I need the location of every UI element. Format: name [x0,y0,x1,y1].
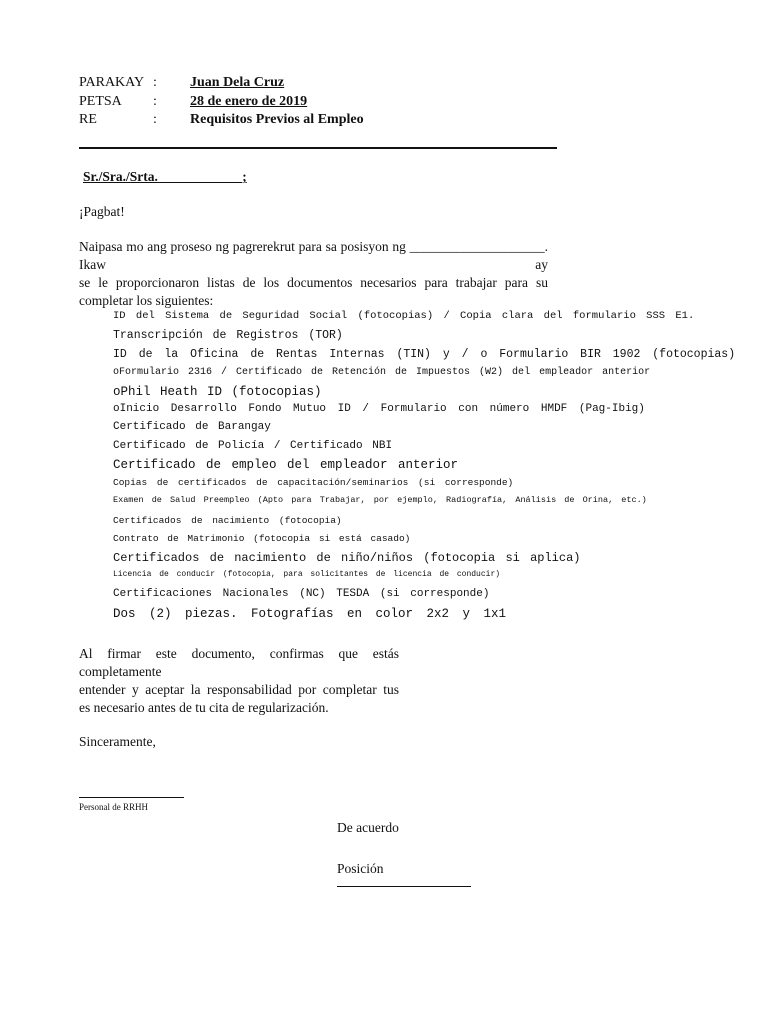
requirement-item: oInicio Desarrollo Fondo Mutuo ID / Formulario con número HMDF (Pag-Ibig) [113,403,645,415]
signature-line-hr [79,797,184,798]
intro-line-3: completar los siguientes: [79,293,214,308]
closing-paragraph [79,645,399,717]
header-divider [79,147,557,149]
header-sep-re: : [153,112,157,127]
closing-line-3: es necesario antes de tu cita de regularización. [79,700,329,715]
requirement-item: Certificados de nacimiento (fotocopia) [113,515,342,526]
requirement-item: Certificado de Policía / Certificado NBI [113,440,393,452]
requirement-item: oFormulario 2316 / Certificado de Retención de Impuestos (W2) del empleador anterior [113,367,651,378]
sign-off: Sinceramente, [79,734,156,749]
intro-line-1: Naipasa mo ang proseso ng pagrerekrut para sa posisyon ng ____________________. Ikaw ay [79,239,548,272]
salutation: Sr./Sra./Srta. ____________; [83,169,247,184]
header-value-to: Juan Dela Cruz [190,75,285,90]
greeting: ¡Pagbat! [79,204,125,219]
intro-line-2: se le proporcionaron listas de los documentos necesarios para trabajar para su [79,275,548,290]
header-value-re: Requisitos Previos al Empleo [190,112,364,127]
position-label: Posición [337,861,384,876]
signatory-label: Personal de RRHH [79,802,148,812]
intro-paragraph [79,238,548,310]
header-sep-date: : [153,94,157,109]
header-label-re: RE [79,112,97,127]
closing-line-2: entender y aceptar la responsabilidad por completar tus [79,682,399,697]
requirement-item: ID de la Oficina de Rentas Internas (TIN) y / o Formulario BIR 1902 (fotocopias) [113,348,736,361]
requirement-item: Certificado de empleo del empleador anterior [113,458,459,472]
requirement-item: oPhil Heath ID (fotocopias) [113,385,322,399]
agree-label: De acuerdo [337,820,399,835]
requirement-item: Certificados de nacimiento de niño/niños (fotocopia si aplica) [113,551,581,565]
requirement-item: Copias de certificados de capacitación/seminarios (si corresponde) [113,477,514,488]
requirement-item: Dos (2) piezas. Fotografías en color 2x2 y 1x1 [113,607,507,621]
requirement-item: Licencia de conducir (fotocopia, para solicitantes de licencia de conducir) [113,570,501,579]
requirement-item: Certificado de Barangay [113,421,271,433]
header-label-date: PETSA [79,94,122,109]
closing-line-1: Al firmar este documento, confirmas que estás completamente [79,646,399,679]
requirement-item: Certificaciones Nacionales (NC) TESDA (si corresponde) [113,588,490,600]
requirement-item: ID del Sistema de Seguridad Social (fotocopias) / Copia clara del formulario SSS E1. [113,310,695,322]
requirement-item: Examen de Salud Preempleo (Apto para Trabajar, por ejemplo, Radiografía, Análisis de Orina, etc.) [113,495,647,505]
requirement-item: Transcripción de Registros (TOR) [113,329,343,342]
header-sep-to: : [153,75,157,90]
signature-line-employee [337,886,471,887]
requirement-item: Contrato de Matrimonio (fotocopia si está casado) [113,533,411,544]
header-label-to: PARAKAY [79,75,145,90]
header-value-date: 28 de enero de 2019 [190,94,308,109]
